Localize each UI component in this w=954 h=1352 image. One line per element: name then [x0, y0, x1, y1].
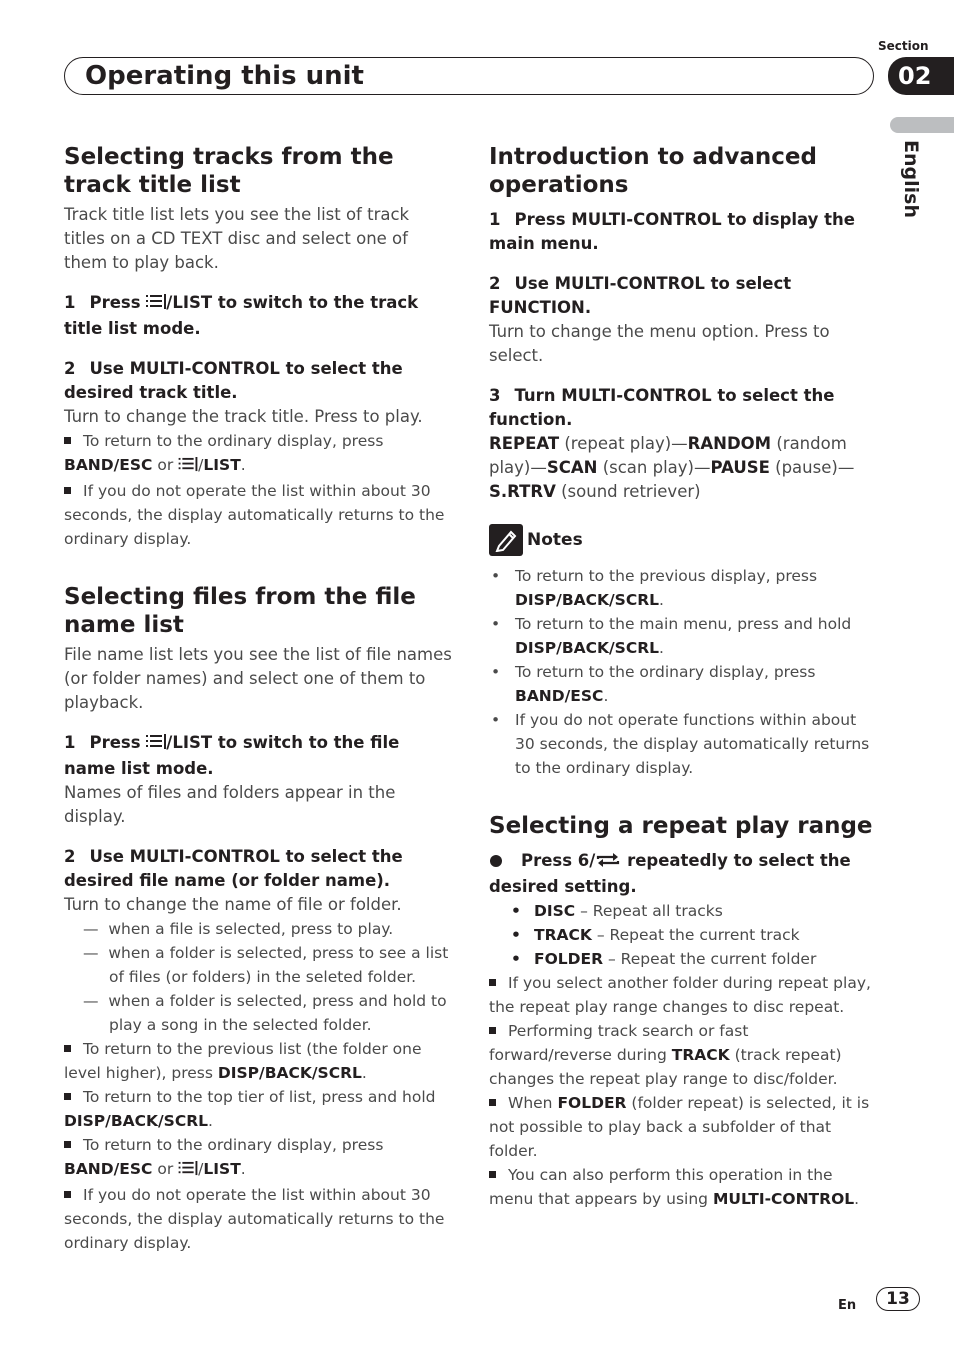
step-1: 1 Press MULTI-CONTROL to display the main menu.: [489, 210, 855, 253]
footer-language: En: [838, 1298, 857, 1313]
step-3: 3 Turn MULTI-CONTROL to select the function.: [489, 386, 835, 429]
repeat-icon: [595, 851, 621, 875]
step-2: 2 Use MULTI-CONTROL to select the desired file name (or folder name).: [64, 847, 403, 890]
step-1: 1 Press /LIST to switch to the file name list mode.: [64, 733, 400, 778]
note: Performing track search or fast forward/reverse during TRACK (track repeat) changes the repeat play range to disc/folder.: [489, 1022, 842, 1088]
dash-item: — when a file is selected, press to play.: [83, 920, 394, 938]
pencil-icon: [489, 524, 523, 556]
language-label: English: [900, 140, 922, 218]
dash-item: — when a folder is selected, press and hold to play a song in the selected folder.: [83, 992, 447, 1034]
step-2: 2 Use MULTI-CONTROL to select the desired track title.: [64, 359, 403, 402]
step-1: 1 Press /LIST to switch to the track title list mode.: [64, 293, 419, 338]
note: If you do not operate the list within about 30 seconds, the display automatically returns to the ordinary display.: [64, 1186, 445, 1252]
section-advanced-operations: [489, 143, 874, 780]
page-number: 13: [876, 1287, 920, 1311]
note: You can also perform this operation in the menu that appears by using MULTI-CONTROL.: [489, 1166, 860, 1208]
list-icon: [146, 293, 166, 317]
note: When FOLDER (folder repeat) is selected, it is not possible to play back a subfolder of that folder.: [489, 1094, 870, 1160]
intro-text: Track title list lets you see the list of track titles on a CD TEXT disc and select one of them to play back.: [64, 205, 410, 272]
filled-circle-icon: [489, 851, 503, 875]
note: To return to the ordinary display, press BAND/ESC or /LIST.: [64, 1133, 454, 1183]
note: If you do not operate the list within about 30 seconds, the display automatically returns to the ordinary display.: [64, 482, 445, 548]
step-2-description: Turn to change the name of file or folder.: [64, 895, 402, 914]
note: To return to the ordinary display, press BAND/ESC or /LIST.: [64, 429, 454, 479]
note-bullet: • If you do not operate functions within about 30 seconds, the display automatically returns to the ordinary display.: [491, 711, 870, 777]
function-list: REPEAT (repeat play)—RANDOM (random play)—SCAN (scan play)—PAUSE (pause)—S.RTRV (sound retriever): [489, 434, 855, 501]
section-number: 02: [888, 57, 954, 95]
step-2-description: Turn to change the menu option. Press to select.: [489, 322, 830, 365]
note: If you select another folder during repeat play, the repeat play range changes to disc repeat.: [489, 974, 871, 1016]
intro-text: File name list lets you see the list of file names (or folder names) and select one of them to playback.: [64, 645, 452, 712]
section-repeat-play-range: [489, 812, 874, 1211]
option-item: • DISC – Repeat all tracks: [511, 902, 723, 920]
section-heading: Introduction to advanced operations: [489, 144, 817, 198]
note: To return to the top tier of list, press and hold DISP/BACK/SCRL.: [64, 1088, 436, 1130]
option-item: • TRACK – Repeat the current track: [511, 926, 800, 944]
section-heading: Selecting tracks from the track title list: [64, 144, 394, 198]
note-bullet: • To return to the ordinary display, press BAND/ESC.: [491, 663, 816, 705]
section-file-name-list: [64, 583, 454, 1255]
section-label: Section: [878, 39, 929, 53]
list-icon: [146, 733, 166, 757]
note-bullet: • To return to the previous display, press DISP/BACK/SCRL.: [491, 567, 818, 609]
list-icon: [178, 455, 198, 479]
section-heading: Selecting files from the file name list: [64, 584, 416, 638]
notes-header: [489, 524, 874, 556]
note-bullet: • To return to the main menu, press and hold DISP/BACK/SCRL.: [491, 615, 852, 657]
step-2-description: Turn to change the track title. Press to play.: [64, 407, 423, 426]
dash-item: — when a folder is selected, press to see a list of files (or folders) in the seleted folder.: [83, 944, 449, 986]
page-title: Operating this unit: [85, 61, 364, 91]
language-tab: [890, 117, 954, 133]
header-bar: [64, 57, 874, 95]
section-heading: Selecting a repeat play range: [489, 813, 873, 839]
step-1-description: Names of files and folders appear in the display.: [64, 783, 396, 826]
step: Press 6/ repeatedly to select the desired setting.: [489, 851, 851, 896]
note: To return to the previous list (the folder one level higher), press DISP/BACK/SCRL.: [64, 1040, 422, 1082]
notes-label: Notes: [527, 530, 583, 550]
step-2: 2 Use MULTI-CONTROL to select FUNCTION.: [489, 274, 792, 317]
section-track-title-list: [64, 143, 454, 551]
list-icon: [178, 1159, 198, 1183]
option-item: • FOLDER – Repeat the current folder: [511, 950, 817, 968]
